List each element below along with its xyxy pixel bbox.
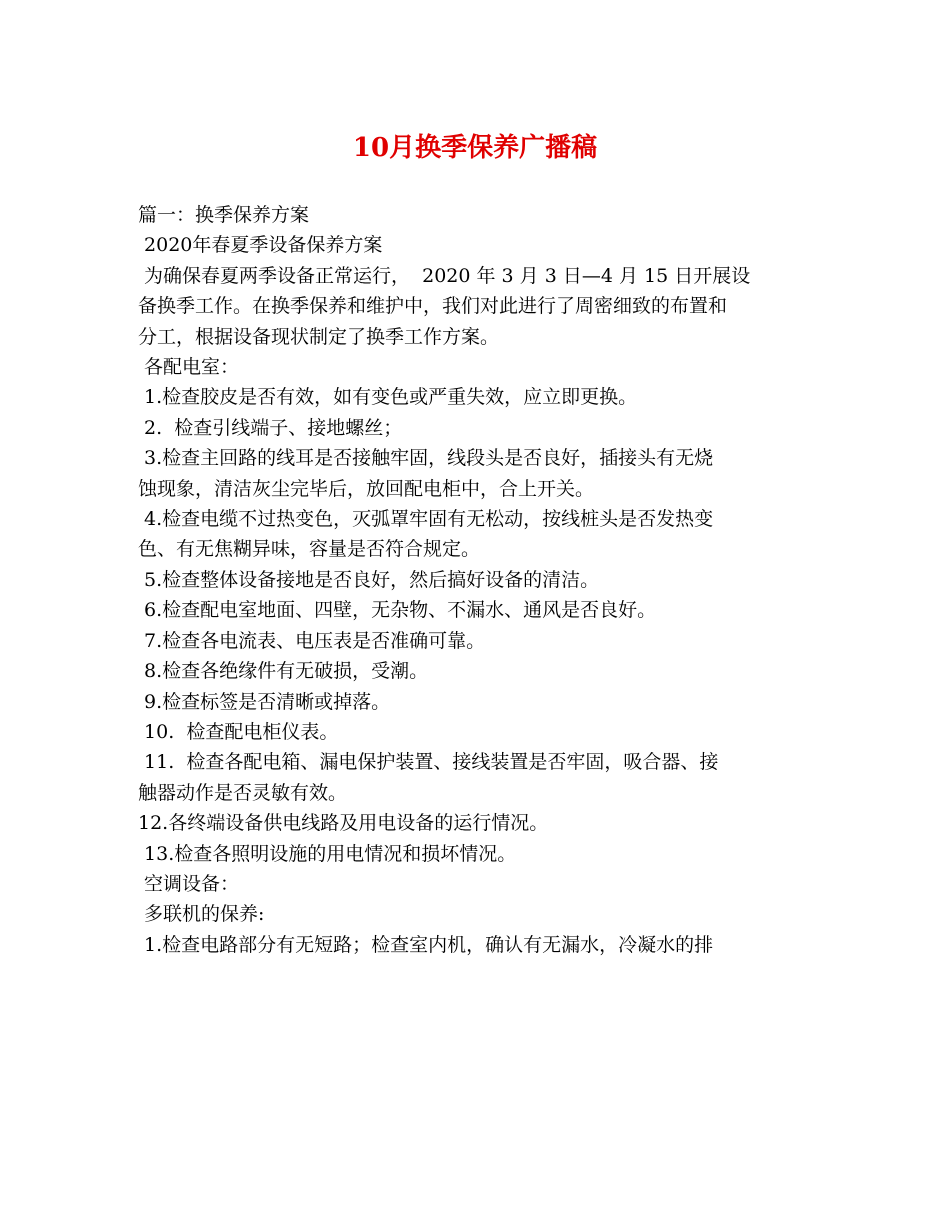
body-line: 2. 检查引线端子、接地螺丝； [138,416,403,439]
body-line: 2020年春夏季设备保养方案 [138,234,383,257]
body-line: 色、有无焦糊异味，容量是否符合规定。 [138,538,481,561]
body-line: 篇一：换季保养方案 [138,204,310,226]
body-line: 蚀现象，清洁灰尘完毕后，放回配电柜中，合上开关。 [138,477,595,500]
body-line: 4.检查电缆不过热变色，灭弧罩牢固有无松动，按线桩头是否发热变 [138,508,714,531]
body-line: 7.检查各电流表、电压表是否准确可靠。 [138,629,486,652]
body-line: 触器动作是否灵敏有效。 [138,781,348,804]
body-line: 空调设备： [138,872,240,895]
body-line: 3.检查主回路的线耳是否接触牢固，线段头是否良好，插接头有无烧 [138,447,714,470]
body-line: 为确保春夏两季设备正常运行， 2020 年 3 月 3 日—4 月 15 日开展设 [138,264,751,287]
body-line: 分工，根据设备现状制定了换季工作方案。 [138,325,500,348]
body-line: 11. 检查各配电箱、漏电保护装置、接线装置是否牢固，吸合器、接 [138,751,719,774]
body-line: 5.检查整体设备接地是否良好，然后搞好设备的清洁。 [138,568,600,591]
body-line: 10. 检查配电柜仪表。 [138,720,339,743]
body-line: 多联机的保养: [138,903,265,926]
body-line: 12.各终端设备供电线路及用电设备的运行情况。 [138,812,549,835]
body-line: 1.检查电路部分有无短路；检查室内机，确认有无漏水，冷凝水的排 [138,933,714,956]
document-body [138,200,816,960]
body-line: 各配电室： [138,356,240,379]
body-line: 1.检查胶皮是否有效，如有变色或严重失效，应立即更换。 [138,386,638,409]
document-title: 10月换季保养广播稿 [352,133,598,163]
body-line: 8.检查各绝缘件有无破损，受潮。 [138,660,429,683]
body-line: 13.检查各照明设施的用电情况和损坏情况。 [138,842,517,865]
body-line: 9.检查标签是否清晰或掉落。 [138,690,391,713]
body-line: 备换季工作。在换季保养和维护中，我们对此进行了周密细致的布置和 [138,295,728,318]
body-line: 6.检查配电室地面、四壁，无杂物、不漏水、通风是否良好。 [138,599,657,622]
